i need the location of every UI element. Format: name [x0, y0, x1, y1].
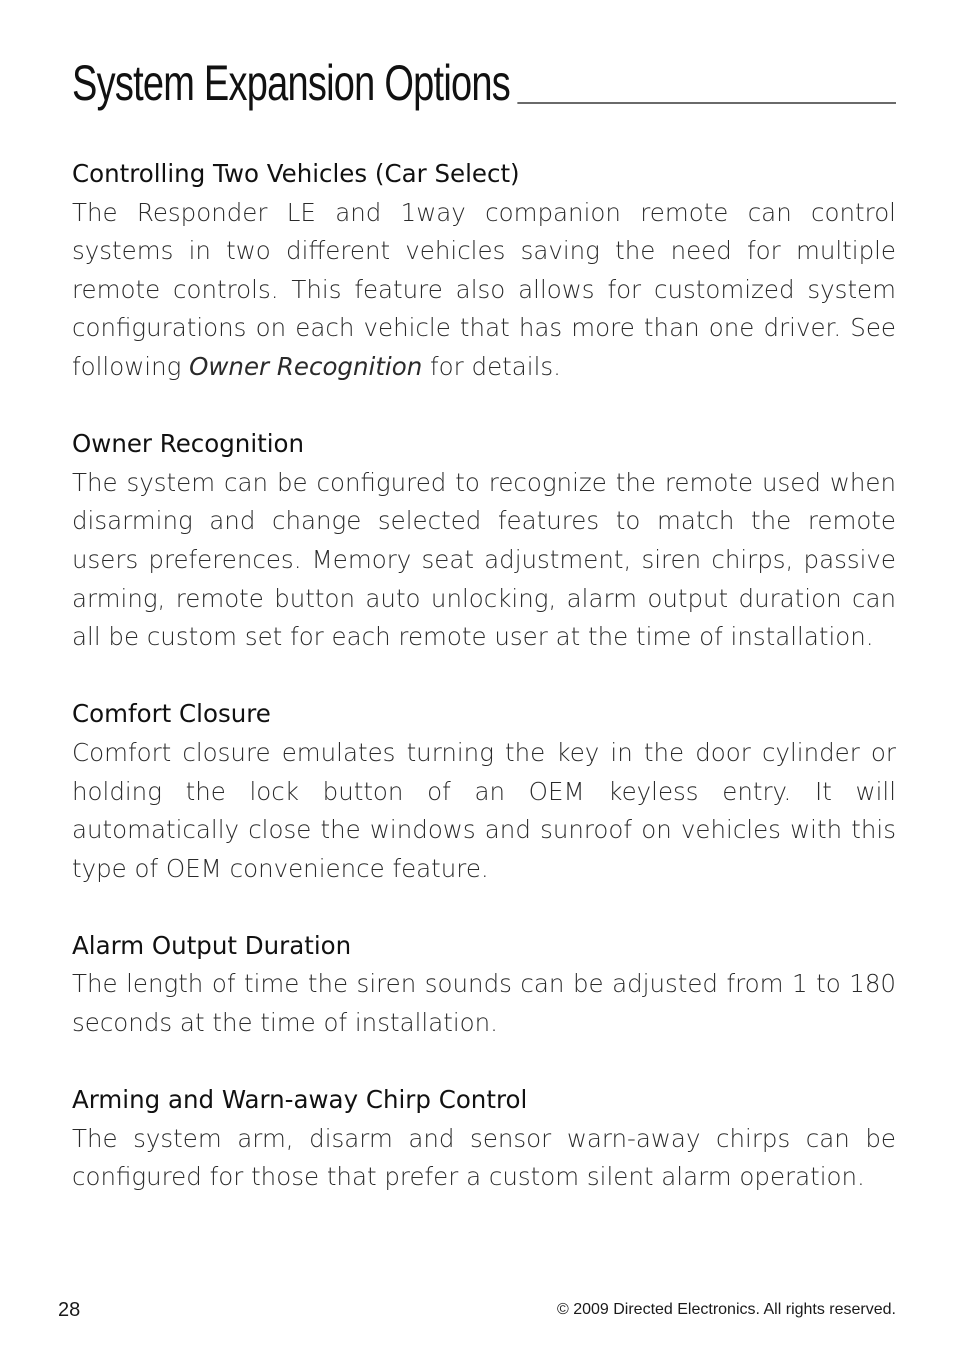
section-owner-recognition: [72, 425, 896, 657]
page-content: [72, 155, 896, 1236]
section-heading: Controlling Two Vehicles (Car Select): [72, 159, 520, 188]
section-car-select: [72, 155, 896, 387]
section-body: The length of time the siren sounds can be adjusted from 1 to 180 seconds at the time of installation.: [72, 969, 896, 1038]
section-heading: Comfort Closure: [72, 699, 271, 729]
section-body: [72, 194, 896, 387]
section-alarm-output-duration: [72, 927, 896, 1043]
section-heading: Arming and Warn-away Chirp Control: [72, 1085, 528, 1115]
section-body: Comfort closure emulates turning the key in the door cylinder or holding the lock button of an OEM keyless entry. It will automatically close the windows and sunroof on vehicles with this type of OEM convenience feature.: [72, 737, 896, 883]
page-title: System Expansion Options: [72, 58, 518, 108]
page-number: 28: [58, 1299, 81, 1321]
body-text: The Responder LE and 1way companion remote can control systems in two different vehicles saving the need for multiple remote controls. This feature also allows for customized system configurations on each vehicle that has more than one driver. See following: [72, 197, 896, 381]
section-heading: Owner Recognition: [72, 429, 305, 459]
section-chirp-control: [72, 1081, 896, 1197]
copyright-notice: © 2009 Directed Electronics. All rights reserved.: [556, 1301, 896, 1318]
body-text-end: for details.: [422, 351, 561, 381]
section-body: The system can be configured to recognize the remote used when disarming and change selected features to match the remote users preferences. Memory seat adjustment, siren chirps, passive arming, remote button auto unlocking, alarm output duration can all be custom set for each remote user at the time of installation.: [72, 467, 896, 652]
owner-recognition-reference: Owner Recognition: [189, 351, 423, 381]
page-footer: [58, 1296, 896, 1326]
section-body: The system arm, disarm and sensor warn-away chirps can be configured for those that prefer a custom silent alarm operation.: [72, 1123, 896, 1192]
page-header: [72, 52, 896, 111]
section-comfort-closure: [72, 695, 896, 888]
section-heading: Alarm Output Duration: [72, 930, 352, 960]
